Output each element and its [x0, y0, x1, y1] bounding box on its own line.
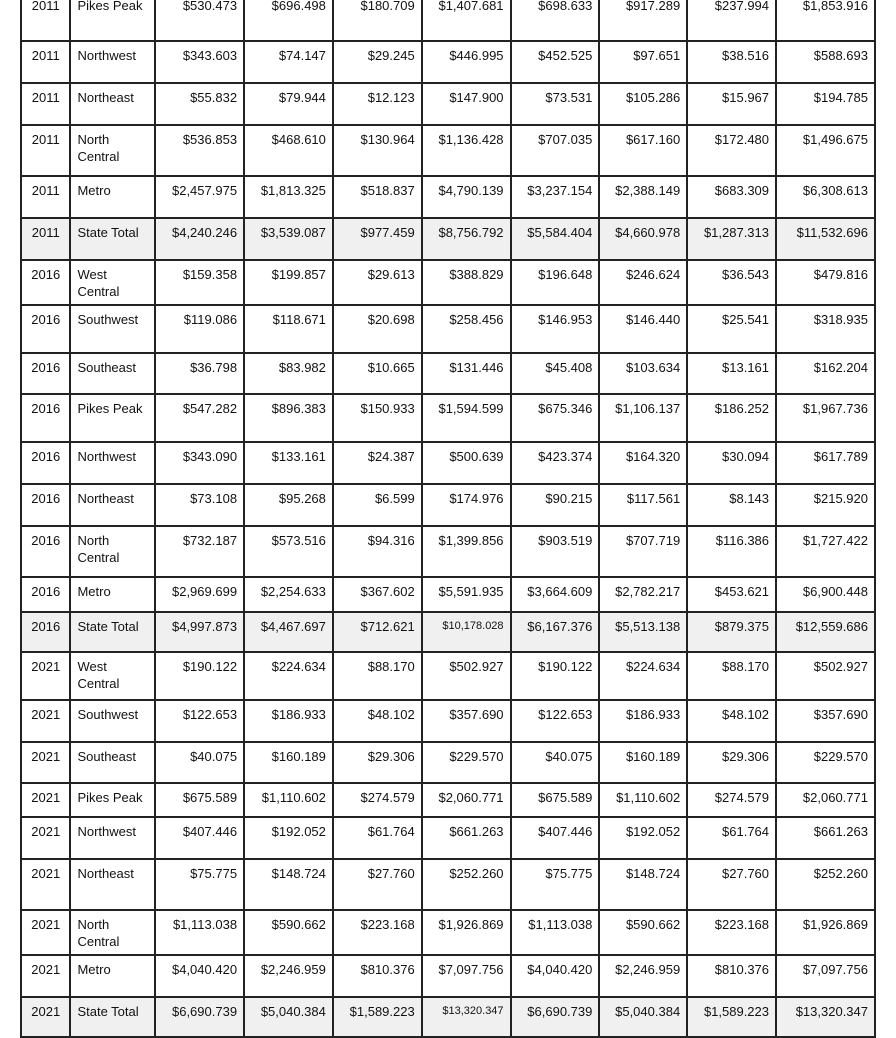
value-cell: $27.760	[687, 859, 776, 910]
value-cell: $150.933	[333, 394, 422, 442]
value-cell: $133.161	[244, 442, 333, 484]
region-cell: Northeast	[70, 83, 155, 125]
value-cell: $388.829	[422, 260, 511, 305]
value-cell: $12.123	[333, 83, 422, 125]
table-row-state-total	[21, 612, 875, 652]
table-row	[21, 526, 875, 577]
value-cell: $3,237.154	[511, 176, 600, 218]
year-cell: 2016	[21, 484, 70, 526]
value-cell: $79.944	[244, 83, 333, 125]
value-cell: $707.719	[599, 526, 687, 577]
value-cell: $547.282	[155, 394, 244, 442]
table-row	[21, 783, 875, 817]
region-cell: Southwest	[70, 305, 155, 353]
value-cell: $1,113.038	[511, 910, 600, 955]
value-cell: $357.690	[422, 700, 511, 742]
table-row	[21, 83, 875, 125]
year-cell: 2016	[21, 353, 70, 394]
value-cell: $252.260	[422, 859, 511, 910]
value-cell: $4,467.697	[244, 612, 333, 652]
value-cell: $190.122	[511, 652, 600, 700]
value-cell: $1,813.325	[244, 176, 333, 218]
value-cell: $903.519	[511, 526, 600, 577]
year-cell: 2016	[21, 526, 70, 577]
value-cell: $698.633	[511, 0, 600, 41]
value-cell: $190.122	[155, 652, 244, 700]
value-cell: $148.724	[244, 859, 333, 910]
value-cell: $6,900.448	[776, 577, 875, 612]
value-cell: $1,110.602	[599, 783, 687, 817]
value-cell: $696.498	[244, 0, 333, 41]
value-cell: $11,532.696	[776, 218, 875, 260]
value-cell: $192.052	[244, 817, 333, 859]
value-cell: $174.976	[422, 484, 511, 526]
value-cell: $186.933	[599, 700, 687, 742]
value-cell: $13,320.347	[422, 997, 511, 1037]
value-cell: $13.161	[687, 353, 776, 394]
value-cell: $88.170	[333, 652, 422, 700]
value-cell: $55.832	[155, 83, 244, 125]
regional-data-table	[20, 0, 876, 1038]
value-cell: $343.090	[155, 442, 244, 484]
value-cell: $423.374	[511, 442, 600, 484]
value-cell: $6,167.376	[511, 612, 600, 652]
value-cell: $6,690.739	[155, 997, 244, 1037]
value-cell: $119.086	[155, 305, 244, 353]
value-cell: $15.967	[687, 83, 776, 125]
value-cell: $675.346	[511, 394, 600, 442]
year-cell: 2016	[21, 612, 70, 652]
value-cell: $1,136.428	[422, 125, 511, 176]
value-cell: $61.764	[333, 817, 422, 859]
region-cell: Pikes Peak	[70, 394, 155, 442]
value-cell: $661.263	[422, 817, 511, 859]
value-cell: $1,926.869	[422, 910, 511, 955]
value-cell: $1,727.422	[776, 526, 875, 577]
value-cell: $2,388.149	[599, 176, 687, 218]
region-cell: Pikes Peak	[70, 783, 155, 817]
value-cell: $5,591.935	[422, 577, 511, 612]
value-cell: $536.853	[155, 125, 244, 176]
region-cell: Northeast	[70, 859, 155, 910]
value-cell: $90.215	[511, 484, 600, 526]
value-cell: $357.690	[776, 700, 875, 742]
value-cell: $7,097.756	[776, 955, 875, 997]
value-cell: $10.665	[333, 353, 422, 394]
value-cell: $707.035	[511, 125, 600, 176]
value-cell: $6,690.739	[511, 997, 600, 1037]
value-cell: $83.982	[244, 353, 333, 394]
value-cell: $29.306	[333, 742, 422, 783]
value-cell: $162.204	[776, 353, 875, 394]
value-cell: $274.579	[333, 783, 422, 817]
value-cell: $661.263	[776, 817, 875, 859]
value-cell: $1,967.736	[776, 394, 875, 442]
value-cell: $148.724	[599, 859, 687, 910]
value-cell: $2,060.771	[776, 783, 875, 817]
value-cell: $215.920	[776, 484, 875, 526]
value-cell: $343.603	[155, 41, 244, 83]
value-cell: $1,399.856	[422, 526, 511, 577]
table-row	[21, 955, 875, 997]
value-cell: $117.561	[599, 484, 687, 526]
year-cell: 2016	[21, 577, 70, 612]
table-row	[21, 700, 875, 742]
value-cell: $146.953	[511, 305, 600, 353]
value-cell: $196.648	[511, 260, 600, 305]
year-cell: 2021	[21, 817, 70, 859]
value-cell: $5,040.384	[244, 997, 333, 1037]
value-cell: $194.785	[776, 83, 875, 125]
year-cell: 2011	[21, 218, 70, 260]
region-cell: Northwest	[70, 41, 155, 83]
table-row-state-total	[21, 997, 875, 1037]
value-cell: $407.446	[511, 817, 600, 859]
value-cell: $452.525	[511, 41, 600, 83]
value-cell: $29.613	[333, 260, 422, 305]
value-cell: $146.440	[599, 305, 687, 353]
table-row	[21, 577, 875, 612]
value-cell: $97.651	[599, 41, 687, 83]
value-cell: $1,110.602	[244, 783, 333, 817]
year-cell: 2016	[21, 394, 70, 442]
value-cell: $105.286	[599, 83, 687, 125]
value-cell: $502.927	[422, 652, 511, 700]
value-cell: $147.900	[422, 83, 511, 125]
value-cell: $1,594.599	[422, 394, 511, 442]
value-cell: $453.621	[687, 577, 776, 612]
value-cell: $6,308.613	[776, 176, 875, 218]
value-cell: $95.268	[244, 484, 333, 526]
region-cell: Southeast	[70, 353, 155, 394]
value-cell: $192.052	[599, 817, 687, 859]
value-cell: $732.187	[155, 526, 244, 577]
year-cell: 2011	[21, 176, 70, 218]
value-cell: $48.102	[333, 700, 422, 742]
value-cell: $590.662	[599, 910, 687, 955]
table-row-state-total	[21, 218, 875, 260]
value-cell: $4,660.978	[599, 218, 687, 260]
value-cell: $2,782.217	[599, 577, 687, 612]
value-cell: $917.289	[599, 0, 687, 41]
table-row	[21, 394, 875, 442]
value-cell: $172.480	[687, 125, 776, 176]
value-cell: $29.245	[333, 41, 422, 83]
value-cell: $2,246.959	[244, 955, 333, 997]
value-cell: $74.147	[244, 41, 333, 83]
year-cell: 2011	[21, 83, 70, 125]
value-cell: $3,664.609	[511, 577, 600, 612]
year-cell: 2021	[21, 652, 70, 700]
year-cell: 2021	[21, 700, 70, 742]
region-cell: Southwest	[70, 700, 155, 742]
value-cell: $318.935	[776, 305, 875, 353]
value-cell: $160.189	[599, 742, 687, 783]
region-cell: North Central	[70, 910, 155, 955]
region-cell: West Central	[70, 260, 155, 305]
value-cell: $4,040.420	[155, 955, 244, 997]
value-cell: $5,584.404	[511, 218, 600, 260]
table-row	[21, 910, 875, 955]
value-cell: $252.260	[776, 859, 875, 910]
value-cell: $27.760	[333, 859, 422, 910]
value-cell: $367.602	[333, 577, 422, 612]
table-row	[21, 353, 875, 394]
value-cell: $810.376	[687, 955, 776, 997]
region-cell: West Central	[70, 652, 155, 700]
value-cell: $3,539.087	[244, 218, 333, 260]
value-cell: $683.309	[687, 176, 776, 218]
value-cell: $675.589	[511, 783, 600, 817]
value-cell: $122.653	[155, 700, 244, 742]
year-cell: 2016	[21, 442, 70, 484]
value-cell: $229.570	[776, 742, 875, 783]
value-cell: $4,240.246	[155, 218, 244, 260]
year-cell: 2021	[21, 742, 70, 783]
value-cell: $12,559.686	[776, 612, 875, 652]
value-cell: $30.094	[687, 442, 776, 484]
region-cell: State Total	[70, 218, 155, 260]
region-cell: Metro	[70, 176, 155, 218]
value-cell: $131.446	[422, 353, 511, 394]
table-row	[21, 817, 875, 859]
value-cell: $1,106.137	[599, 394, 687, 442]
region-cell: Metro	[70, 577, 155, 612]
value-cell: $274.579	[687, 783, 776, 817]
value-cell: $1,407.681	[422, 0, 511, 41]
value-cell: $223.168	[687, 910, 776, 955]
year-cell: 2011	[21, 125, 70, 176]
value-cell: $186.933	[244, 700, 333, 742]
value-cell: $6.599	[333, 484, 422, 526]
region-cell: State Total	[70, 997, 155, 1037]
value-cell: $712.621	[333, 612, 422, 652]
value-cell: $159.358	[155, 260, 244, 305]
value-cell: $199.857	[244, 260, 333, 305]
value-cell: $40.075	[511, 742, 600, 783]
value-cell: $2,457.975	[155, 176, 244, 218]
value-cell: $229.570	[422, 742, 511, 783]
value-cell: $1,113.038	[155, 910, 244, 955]
value-cell: $118.671	[244, 305, 333, 353]
value-cell: $246.624	[599, 260, 687, 305]
value-cell: $48.102	[687, 700, 776, 742]
value-cell: $88.170	[687, 652, 776, 700]
value-cell: $5,040.384	[599, 997, 687, 1037]
value-cell: $518.837	[333, 176, 422, 218]
value-cell: $94.316	[333, 526, 422, 577]
value-cell: $5,513.138	[599, 612, 687, 652]
value-cell: $4,997.873	[155, 612, 244, 652]
year-cell: 2021	[21, 910, 70, 955]
value-cell: $45.408	[511, 353, 600, 394]
year-cell: 2011	[21, 0, 70, 41]
value-cell: $180.709	[333, 0, 422, 41]
value-cell: $4,790.139	[422, 176, 511, 218]
table-row	[21, 260, 875, 305]
value-cell: $479.816	[776, 260, 875, 305]
table-row	[21, 176, 875, 218]
value-cell: $40.075	[155, 742, 244, 783]
value-cell: $29.306	[687, 742, 776, 783]
year-cell: 2021	[21, 783, 70, 817]
value-cell: $590.662	[244, 910, 333, 955]
value-cell: $2,969.699	[155, 577, 244, 612]
value-cell: $2,254.633	[244, 577, 333, 612]
year-cell: 2016	[21, 260, 70, 305]
region-cell: Metro	[70, 955, 155, 997]
value-cell: $977.459	[333, 218, 422, 260]
value-cell: $2,060.771	[422, 783, 511, 817]
value-cell: $588.693	[776, 41, 875, 83]
year-cell: 2021	[21, 955, 70, 997]
year-cell: 2016	[21, 305, 70, 353]
value-cell: $13,320.347	[776, 997, 875, 1037]
value-cell: $75.775	[155, 859, 244, 910]
value-cell: $103.634	[599, 353, 687, 394]
value-cell: $38.516	[687, 41, 776, 83]
region-cell: Northeast	[70, 484, 155, 526]
value-cell: $164.320	[599, 442, 687, 484]
table-row	[21, 442, 875, 484]
value-cell: $160.189	[244, 742, 333, 783]
value-cell: $122.653	[511, 700, 600, 742]
year-cell: 2011	[21, 41, 70, 83]
table-row	[21, 0, 875, 41]
value-cell: $4,040.420	[511, 955, 600, 997]
value-cell: $73.531	[511, 83, 600, 125]
region-cell: North Central	[70, 526, 155, 577]
value-cell: $407.446	[155, 817, 244, 859]
table-row	[21, 41, 875, 83]
value-cell: $7,097.756	[422, 955, 511, 997]
value-cell: $75.775	[511, 859, 600, 910]
value-cell: $530.473	[155, 0, 244, 41]
value-cell: $1,496.675	[776, 125, 875, 176]
table-row	[21, 305, 875, 353]
table-row	[21, 859, 875, 910]
value-cell: $224.634	[599, 652, 687, 700]
table-row	[21, 125, 875, 176]
value-cell: $1,853.916	[776, 0, 875, 41]
region-cell: North Central	[70, 125, 155, 176]
value-cell: $25.541	[687, 305, 776, 353]
value-cell: $879.375	[687, 612, 776, 652]
value-cell: $258.456	[422, 305, 511, 353]
value-cell: $446.995	[422, 41, 511, 83]
value-cell: $468.610	[244, 125, 333, 176]
value-cell: $1,287.313	[687, 218, 776, 260]
region-cell: Northwest	[70, 817, 155, 859]
year-cell: 2021	[21, 997, 70, 1037]
region-cell: State Total	[70, 612, 155, 652]
value-cell: $2,246.959	[599, 955, 687, 997]
value-cell: $617.789	[776, 442, 875, 484]
region-cell: Southeast	[70, 742, 155, 783]
value-cell: $24.387	[333, 442, 422, 484]
value-cell: $675.589	[155, 783, 244, 817]
table-body	[21, 0, 875, 1037]
value-cell: $573.516	[244, 526, 333, 577]
region-cell: Pikes Peak	[70, 0, 155, 41]
value-cell: $224.634	[244, 652, 333, 700]
value-cell: $130.964	[333, 125, 422, 176]
value-cell: $186.252	[687, 394, 776, 442]
value-cell: $1,926.869	[776, 910, 875, 955]
value-cell: $20.698	[333, 305, 422, 353]
value-cell: $61.764	[687, 817, 776, 859]
value-cell: $73.108	[155, 484, 244, 526]
table-row	[21, 652, 875, 700]
table-row	[21, 742, 875, 783]
value-cell: $10,178.028	[422, 612, 511, 652]
value-cell: $502.927	[776, 652, 875, 700]
value-cell: $617.160	[599, 125, 687, 176]
value-cell: $237.994	[687, 0, 776, 41]
year-cell: 2021	[21, 859, 70, 910]
value-cell: $8.143	[687, 484, 776, 526]
value-cell: $1,589.223	[333, 997, 422, 1037]
value-cell: $36.543	[687, 260, 776, 305]
value-cell: $8,756.792	[422, 218, 511, 260]
value-cell: $810.376	[333, 955, 422, 997]
value-cell: $1,589.223	[687, 997, 776, 1037]
value-cell: $116.386	[687, 526, 776, 577]
value-cell: $36.798	[155, 353, 244, 394]
value-cell: $500.639	[422, 442, 511, 484]
table-row	[21, 484, 875, 526]
value-cell: $896.383	[244, 394, 333, 442]
region-cell: Northwest	[70, 442, 155, 484]
value-cell: $223.168	[333, 910, 422, 955]
